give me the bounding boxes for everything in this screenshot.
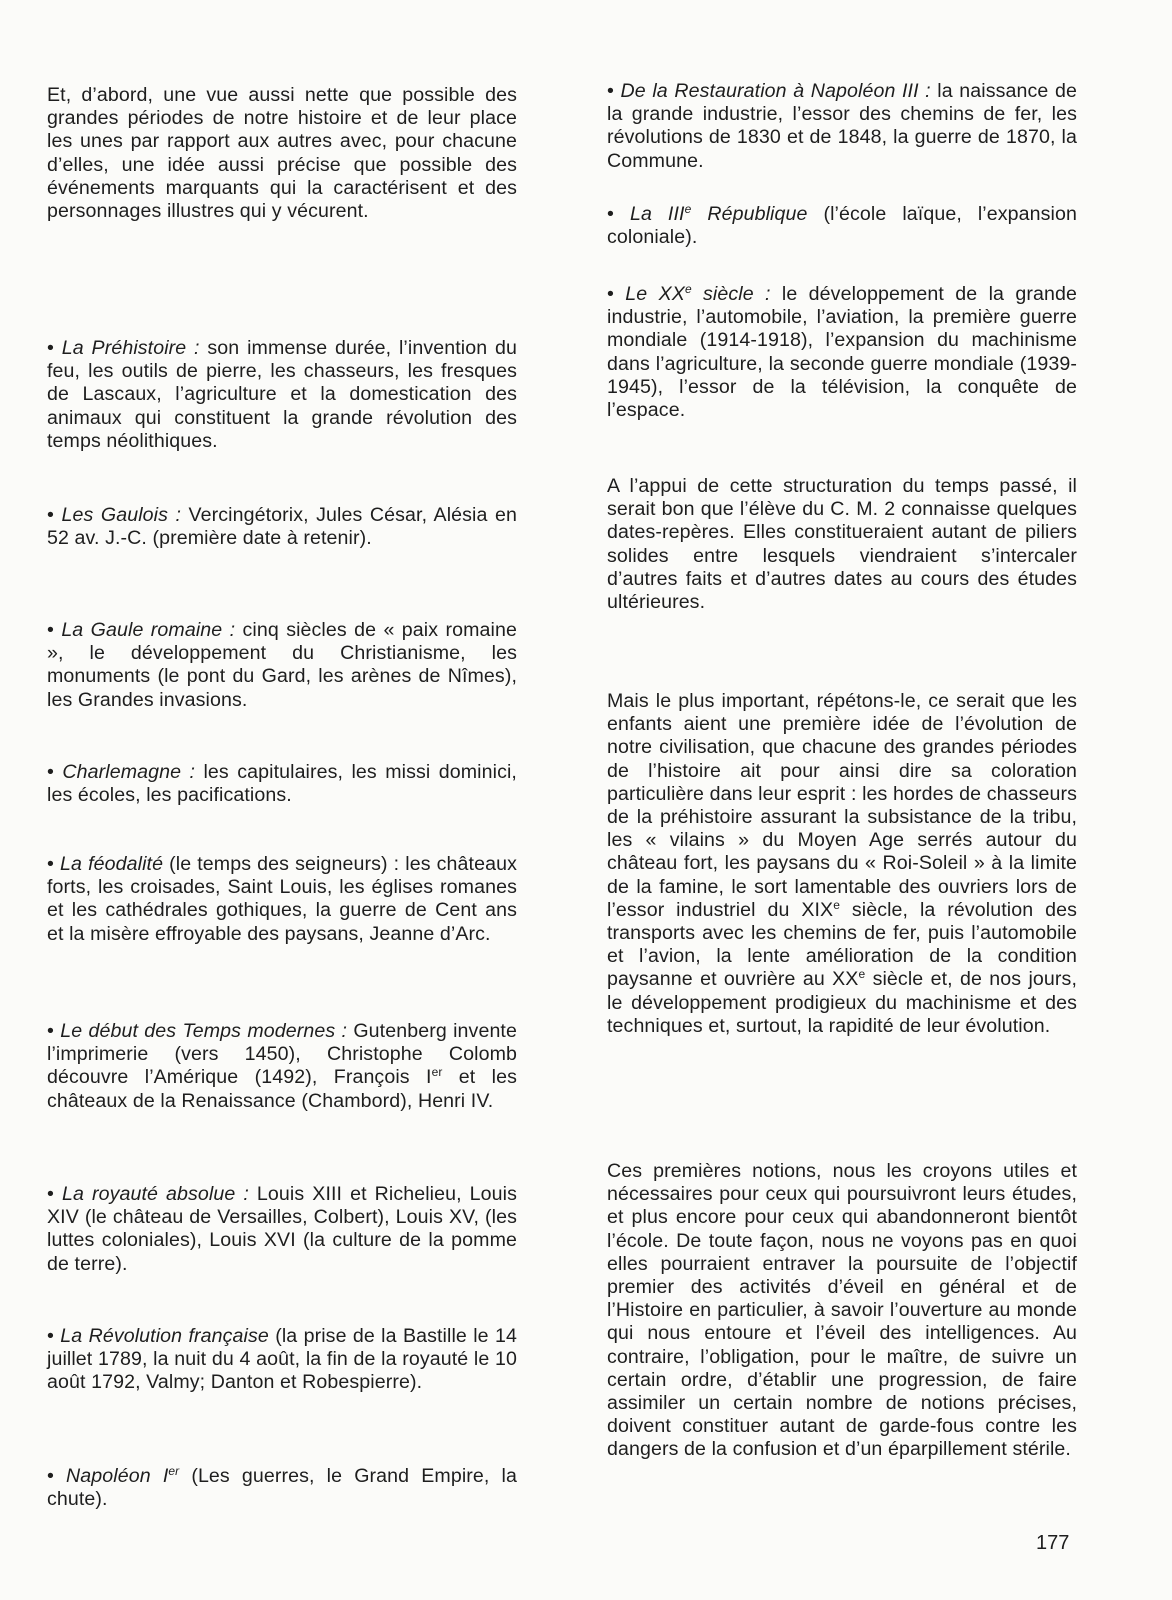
body-text: Mais le plus important, répétons-le, ce serait que les enfants aient une première idée de l’évolution de notre civilisation, que chacune des grandes périodes de l’histoire ait pour ainsi dire sa coloration particulière dans leur esprit : les hordes de chasseurs de la préhistoire assurant la subsistance de la tribu, les « vilains » du Moyen Age serrés autour du château fort, les paysans du « Roi-Soleil » à la limite de la famine, le sort lamentable des ouvriers lors de l’essor industriel du XIX [607, 690, 1077, 921]
italic-heading-text: La féodalité [60, 853, 164, 875]
paragraph [607, 80, 1077, 173]
body-text: la naissance de la grande industrie, l’essor des chemins de fer, les révolutions de 1830 et de 1848, la guerre de 1870, la Commune. [607, 80, 1077, 172]
body-text: • [47, 619, 62, 641]
paragraph [47, 1020, 517, 1113]
body-text: A l’appui de cette structuration du temps passé, il serait bon que l’élève du C. M. 2 connaisse quelques dates-repères. Elles constitueraient autant de piliers solides entre lesquels viendraient s’intercaler d’autres faits et d’autres dates au cours des études ultérieures. [607, 475, 1077, 614]
italic-heading-text: La Préhistoire : [61, 337, 200, 359]
paragraph [47, 1183, 517, 1276]
italic-heading-text: La Gaule romaine : [61, 619, 236, 641]
body-text: le développement de la grande industrie, l’automobile, l’aviation, la première guerre mondiale (1914-1918), l’expansion du machinisme dans l’agriculture, la seconde guerre mondiale (1939-1945), l’essor de la télévision, la conquête de l’espace. [607, 283, 1077, 422]
paragraph [47, 761, 517, 807]
body-text: (Les guerres, le Grand Empire, la chute). [47, 1465, 517, 1511]
body-text: (l’école laïque, l’expansion coloniale). [607, 203, 1077, 249]
paragraph [607, 1160, 1077, 1462]
body-text: Gutenberg invente l’imprimerie (vers 1450), Christophe Colomb découvre l’Amérique (1492), François I [47, 1020, 517, 1089]
body-text: • [47, 337, 62, 359]
superscript-text: e [858, 967, 866, 982]
body-text: les capitulaires, les missi dominici, les écoles, les pacifications. [47, 761, 517, 807]
body-text: Louis XIII et Richelieu, Louis XIV (le château de Versailles, Colbert), Louis XV, (les luttes coloniales), Louis XVI (la culture de la pomme de terre). [47, 1183, 518, 1275]
body-text: • [47, 853, 61, 875]
body-text: • [607, 203, 630, 225]
italic-heading-text: siècle : [691, 283, 771, 305]
body-text: et les châteaux de la Renaissance (Chambord), Henri IV. [47, 1066, 517, 1112]
paragraph [607, 690, 1077, 1038]
body-text: • [607, 283, 626, 305]
body-text: • [607, 80, 621, 102]
body-text: Vercingétorix, Jules César, Alésia en 52 av. J.-C. (première date à retenir). [47, 504, 517, 550]
body-text: • [47, 1183, 62, 1205]
body-text: • [47, 1325, 61, 1347]
body-text: • [47, 761, 63, 783]
body-text: (la prise de la Bastille le 14 juillet 1789, la nuit du 4 août, la fin de la royauté le 10 août 1792, Valmy; Danton et Robespierre). [47, 1325, 517, 1394]
paragraph [47, 84, 517, 223]
paragraph [47, 1465, 517, 1511]
italic-heading-text: République [691, 203, 808, 225]
body-text: Ces premières notions, nous les croyons utiles et nécessaires pour ceux qui poursuivront leurs études, et plus encore pour ceux qui abandonneront bientôt l’école. De toute façon, nous ne voyons pas en quoi elles pourraient entraver la poursuite de l’objectif premier des activités d’éveil en général et de l’Histoire en particulier, à savoir l’ouverture au monde qui nous entoure et l’éveil des intelligences. Au contraire, l’obligation, pour le maître, de suivre un certain ordre, d’établir une progression, de faire assimiler un certain nombre de notions précises, doivent constituer autant de garde-fous contre les dangers de la confusion et d’un éparpillement stérile. [607, 1160, 1077, 1461]
italic-heading-text: e [684, 202, 692, 216]
italic-heading-text: Les Gaulois : [61, 504, 182, 526]
paragraph [47, 853, 517, 946]
italic-heading-text: er [168, 1464, 180, 1478]
italic-heading-text: Le début des Temps modernes : [60, 1020, 348, 1042]
superscript-text: er [431, 1065, 443, 1080]
superscript-text: e [833, 897, 840, 912]
italic-heading-text: La III [629, 203, 685, 225]
paragraph [47, 337, 517, 453]
italic-heading-text: Charlemagne : [62, 761, 196, 783]
body-text: son immense durée, l’invention du feu, les outils de pierre, les chasseurs, les fresques de Lascaux, l’agriculture et la domestication des animaux qui constituent la grande révolution des temps néolithiques. [47, 337, 517, 452]
paragraph [47, 619, 517, 712]
body-text: siècle, la révolution des transports avec les chemins de fer, puis l’automobile et l’avion, la lente amélioration de la condition paysanne et ouvrière au XX [607, 898, 1077, 991]
page-number: 177 [1036, 1532, 1070, 1554]
body-text: • [47, 504, 62, 526]
body-text: siècle et, de nos jours, le développement prodigieux du machinisme et des techniques et, surtout, la rapidité de leur évolution. [607, 968, 1077, 1037]
body-text: (le temps des seigneurs) : les châteaux forts, les croisades, Saint Louis, les églises romanes et les cathédrales gothiques, la guerre de Cent ans et la misère effroyable des paysans, Jeanne d’Arc. [47, 853, 517, 945]
paragraph [607, 203, 1077, 249]
italic-heading-text: La royauté absolue : [61, 1183, 249, 1205]
italic-heading-text: De la Restauration à Napoléon III : [620, 80, 931, 102]
paragraph [47, 1325, 517, 1395]
body-text: Et, d’abord, une vue aussi nette que possible des grandes périodes de notre histoire et de leur place les unes par rapport aux autres avec, pour chacune d’elles, une idée aussi précise que possible des événements marquants qui la caractérisent et des personnages illustres qui y vécurent. [47, 84, 517, 223]
italic-heading-text: La Révolution française [60, 1325, 269, 1347]
body-text: • [47, 1465, 67, 1487]
italic-heading-text: e [684, 282, 692, 296]
paragraph [607, 283, 1077, 422]
paragraph [607, 475, 1077, 614]
body-text: cinq siècles de « paix romaine », le développement du Christianisme, les monuments (le pont du Gard, les arènes de Nîmes), les Grandes invasions. [47, 619, 517, 711]
italic-heading-text: Le XX [625, 283, 685, 305]
italic-heading-text: Napoléon I [66, 1465, 169, 1487]
body-text: • [47, 1020, 61, 1042]
paragraph [47, 504, 517, 550]
